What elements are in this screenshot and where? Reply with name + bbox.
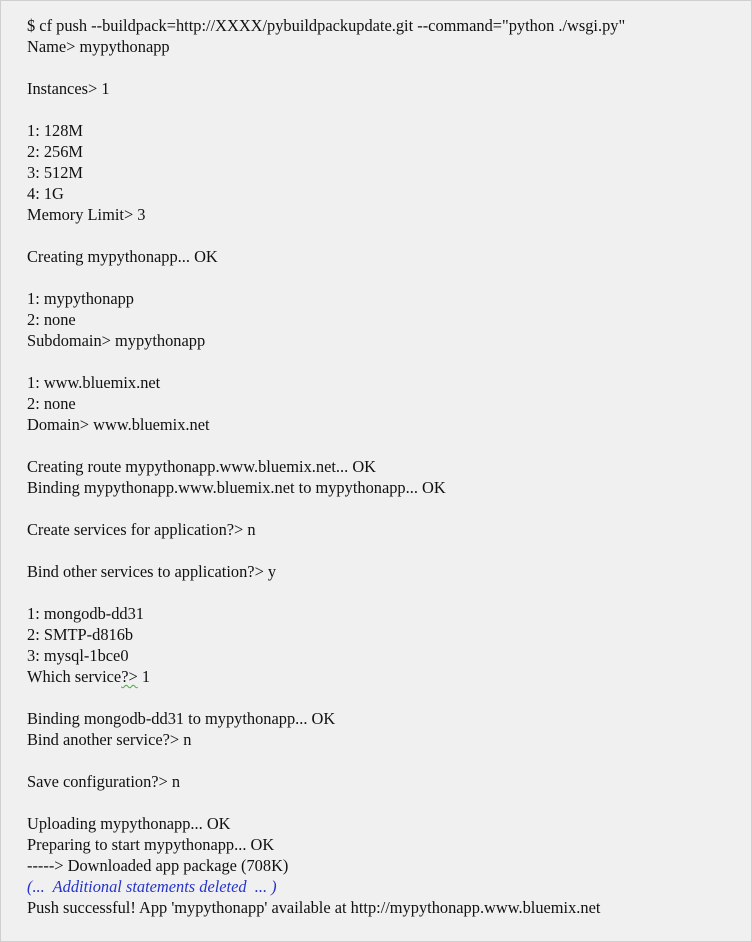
output-line: Bind other services to application?> y	[27, 562, 277, 581]
output-line: Save configuration?> n	[27, 772, 181, 791]
blank-line	[27, 750, 743, 771]
output-line: 2: SMTP-d816b	[27, 625, 134, 644]
blank-line	[27, 435, 743, 456]
blank-line	[27, 351, 743, 372]
output-line: Instances> 1	[27, 79, 110, 98]
output-line: Preparing to start mypythonapp... OK	[27, 835, 275, 854]
blank-line	[27, 687, 743, 708]
output-line: Bind another service?> n	[27, 730, 192, 749]
blank-line	[27, 225, 743, 246]
output-line: 3: mysql-1bce0	[27, 646, 129, 665]
command-line: $ cf push --buildpack=http://XXXX/pybuildpackupdate.git --command="python ./wsgi.py"	[27, 16, 626, 35]
output-line: 4: 1G	[27, 184, 64, 203]
output-line: 2: 256M	[27, 142, 84, 161]
push-success-line: Push successful! App 'mypythonapp' available at http://mypythonapp.www.bluemix.net	[27, 898, 601, 917]
blank-line	[27, 267, 743, 288]
output-line: Memory Limit> 3	[27, 205, 146, 224]
output-line: 1: www.bluemix.net	[27, 373, 161, 392]
blank-line	[27, 99, 743, 120]
which-service-line	[27, 666, 743, 687]
output-line: Creating route mypythonapp.www.bluemix.net... OK	[27, 457, 376, 476]
blank-line	[27, 540, 743, 561]
output-line: Subdomain> mypythonapp	[27, 331, 206, 350]
terminal-output	[27, 15, 743, 918]
blank-line	[27, 498, 743, 519]
output-line: Creating mypythonapp... OK	[27, 247, 218, 266]
output-line: Create services for application?> n	[27, 520, 256, 539]
which-service-prefix: Which service	[27, 667, 122, 686]
blank-line	[27, 792, 743, 813]
spellcheck-flagged-text: ?>	[121, 667, 138, 686]
output-line: Domain> www.bluemix.net	[27, 415, 210, 434]
output-line: Uploading mypythonapp... OK	[27, 814, 231, 833]
output-line: 3: 512M	[27, 163, 84, 182]
output-line: -----> Downloaded app package (708K)	[27, 856, 289, 875]
blank-line	[27, 57, 743, 78]
output-line: Name> mypythonapp	[27, 37, 170, 56]
output-line: 1: mypythonapp	[27, 289, 134, 308]
blank-line	[27, 582, 743, 603]
output-line: 2: none	[27, 310, 76, 329]
output-line: 1: 128M	[27, 121, 84, 140]
output-line: Binding mypythonapp.www.bluemix.net to mypythonapp... OK	[27, 478, 446, 497]
output-line: Binding mongodb-dd31 to mypythonapp... OK	[27, 709, 336, 728]
which-service-answer: 1	[137, 667, 151, 686]
output-line: 2: none	[27, 394, 76, 413]
output-line: 1: mongodb-dd31	[27, 604, 145, 623]
deleted-statements-note: (... Additional statements deleted ... )	[27, 877, 277, 896]
